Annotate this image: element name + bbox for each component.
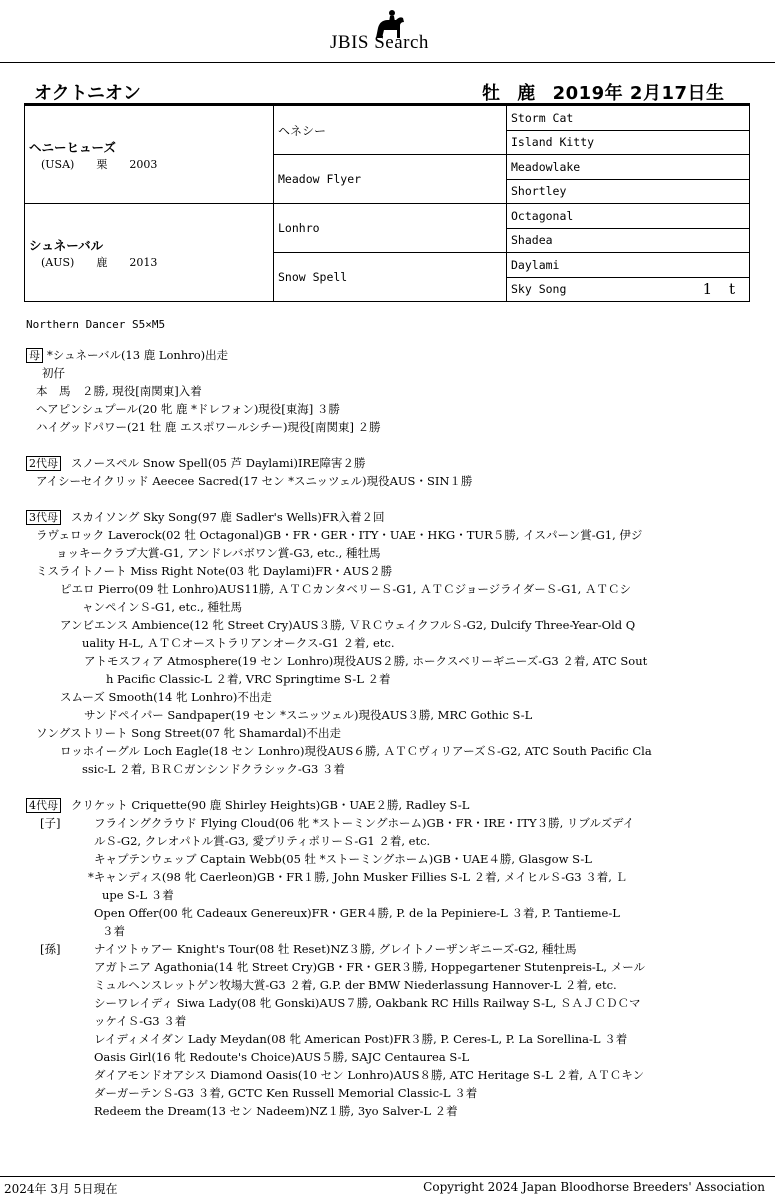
list-item: ソングストリート Song Street(07 牝 Shamardal)不出走 xyxy=(36,726,341,740)
horse-birthdate: 2019年 2月17日生 xyxy=(552,83,725,104)
list-item: [孫] ナイツトゥアー Knight's Tour(08 牡 Reset)NZ３勝, グレイトノーザンギニーズ-G2, 種牡馬 xyxy=(40,942,577,956)
list-item: アトモスフィア Atmosphere(19 セン Lonhro)現役AUS２勝, ホークスベリーギニーズ-G3 ２着, ATC Sout xyxy=(84,654,648,668)
list-item: 4代母 クリケット Criquette(90 鹿 Shirley Heights)GB・UAE２勝, Radley S-L xyxy=(26,796,756,814)
list-item: 3代母 スカイソング Sky Song(97 鹿 Sadler's Wells)FR入着２回 xyxy=(26,508,756,526)
pedigree-sire-sire[interactable]: ヘネシー xyxy=(274,106,507,155)
list-item: 母 *シュネーバル(13 鹿 Lonhro)出走 xyxy=(26,346,756,364)
sire-detail: (USA) 栗 2003 xyxy=(41,157,158,171)
pedigree-dam-sire[interactable]: Lonhro xyxy=(274,204,507,253)
list-item: ミュルヘンスレットゲン牧場大賞-G3 ２着, G.P. der BMW Niederlassung Hannover-L ２着, etc. xyxy=(94,978,617,992)
footer-divider xyxy=(0,1176,775,1177)
top-divider xyxy=(0,62,775,63)
list-item: ピエロ Pierro(09 牡 Lonhro)AUS11勝, ＡＴＣカンタベリーＳ-G1, ＡＴＣジョージライダーＳ-G1, ＡＴＣシ xyxy=(60,582,631,596)
list-item: ハイグッドパワー(21 牡 鹿 エスポワールシチー)現役[南関東] ２勝 xyxy=(36,420,381,434)
list-item: レイディメイダン Lady Meydan(08 牝 American Post)FR３勝, P. Ceres-L, P. La Sorellina-L ３着 xyxy=(94,1032,628,1046)
list-item: キャプテンウェッブ Captain Webb(05 牡 *ストーミングホーム)GB・UAE４勝, Glasgow S-L xyxy=(94,852,592,866)
family-record xyxy=(26,346,756,1120)
section-tag-2nd-dam: 2代母 xyxy=(26,456,61,471)
list-item: スムーズ Smooth(14 牝 Lonhro)不出走 xyxy=(60,690,272,704)
pedigree-gen3-last[interactable] xyxy=(507,277,750,302)
pedigree-gen3[interactable]: Octagonal xyxy=(507,204,750,229)
inbreeding-note: Northern Dancer S5×M5 xyxy=(26,318,166,331)
pedigree-gen3[interactable]: Island Kitty xyxy=(507,130,750,155)
list-item: アイシーセイクリッド Aeecee Sacred(17 セン *スニッツェル)現役AUS・SIN１勝 xyxy=(36,474,473,488)
pedigree-dam[interactable] xyxy=(25,204,274,302)
list-item: Oasis Girl(16 牝 Redoute's Choice)AUS５勝, SAJC Centaurea S-L xyxy=(94,1050,470,1064)
list-item: 初仔 xyxy=(42,366,65,380)
list-item: uality H-L, ＡＴＣオーストラリアンオークス-G1 ２着, etc. xyxy=(82,636,395,650)
pedigree-gen3[interactable]: Meadowlake xyxy=(507,155,750,180)
list-item: シーワレイディ Siwa Lady(08 牝 Gonski)AUS７勝, Oakbank RC Hills Railway S-L, ＳＡＪＣＤＣマ xyxy=(94,996,641,1010)
section-tag-dam: 母 xyxy=(26,348,43,363)
list-item: ダーガーテンＳ-G3 ３着, GCTC Ken Russell Memorial Classic-L ３着 xyxy=(94,1086,478,1100)
jbis-search-logo[interactable] xyxy=(322,8,462,54)
copyright: Copyright 2024 Japan Bloodhorse Breeders' Association xyxy=(423,1180,765,1194)
pedigree-gen3: Sky Song xyxy=(511,282,567,297)
dam-name: シュネーバル xyxy=(29,237,104,253)
list-item: 本 馬 ２勝, 現役[南関東]入着 xyxy=(36,384,202,398)
horse-color: 鹿 xyxy=(517,83,536,104)
list-item: サンドペイパー Sandpaper(19 セン *スニッツェル)現役AUS３勝, MRC Gothic S-L xyxy=(84,708,533,722)
list-item: アガトニア Agathonia(14 牝 Street Cry)GB・FR・GER３勝, Hoppegartener Stutenpreis-L, メール xyxy=(94,960,645,974)
horse-info xyxy=(482,79,735,105)
list-item: Open Offer(00 牝 Cadeaux Genereux)FR・GER４勝, P. de la Pepiniere-L ３着, P. Tantieme-L xyxy=(94,906,620,920)
list-item: アンビエンス Ambience(12 牝 Street Cry)AUS３勝, ＶＲＣウェイクフルＳ-G2, Dulcify Three-Year-Old Q xyxy=(60,618,636,632)
pedigree-sire-dam[interactable]: Meadow Flyer xyxy=(274,155,507,204)
list-item: Redeem the Dream(13 セン Nadeem)NZ１勝, 3yo Salver-L ２着 xyxy=(94,1104,458,1118)
list-item: ミスライトノート Miss Right Note(03 牝 Daylami)FR・AUS２勝 xyxy=(36,564,393,578)
pedigree-table xyxy=(24,105,750,302)
list-item: ラヴェロック Laverock(02 牡 Octagonal)GB・FR・GER・ITY・UAE・HKG・TUR５勝, イスパーン賞-G1, 伊ジ xyxy=(36,528,643,542)
list-item: upe S-L ３着 xyxy=(102,888,174,902)
horse-sex: 牡 xyxy=(482,83,501,104)
pedigree-gen3[interactable]: Shortley xyxy=(507,179,750,204)
list-item: ルＳ-G2, クレオパトル賞-G3, 愛プリティポリーＳ-G1 ２着, etc. xyxy=(94,834,431,848)
list-item: ３着 xyxy=(102,924,125,938)
list-item: ヘアピンシュプール(20 牝 鹿 *ドレフォン)現役[東海] ３勝 xyxy=(36,402,340,416)
pedigree-gen3[interactable]: Shadea xyxy=(507,228,750,253)
list-item: ダイアモンドオアシス Diamond Oasis(10 セン Lonhro)AUS８勝, ATC Heritage S-L ２着, ＡＴＣキン xyxy=(94,1068,645,1082)
list-item: 2代母 スノースペル Snow Spell(05 芦 Daylami)IRE障害２勝 xyxy=(26,454,756,472)
list-item: ョッキークラブ大賞-G1, アンドレバボワン賞-G3, etc., 種牡馬 xyxy=(56,546,381,560)
list-item: ッケイＳ-G3 ３着 xyxy=(94,1014,187,1028)
section-tag-4th-dam: 4代母 xyxy=(26,798,61,813)
list-item: h Pacific Classic-L ２着, VRC Springtime S-L ２着 xyxy=(106,672,391,686)
pedigree-gen3[interactable]: Daylami xyxy=(507,253,750,278)
list-item: ロッホイーグル Loch Eagle(18 セン Lonhro)現役AUS６勝, ＡＴＣヴィリアーズＳ-G2, ATC South Pacific Cla xyxy=(60,744,652,758)
logo-text: JBIS Search xyxy=(330,32,429,53)
horse-name: オクトニオン xyxy=(34,83,141,104)
section-tag-3rd-dam: 3代母 xyxy=(26,510,61,525)
list-item: ャンペインＳ-G1, etc., 種牡馬 xyxy=(82,600,243,614)
list-item: ssic-L ２着, ＢＲＣガンシンドクラシック-G3 ３着 xyxy=(82,762,345,776)
family-number: 1 t xyxy=(702,279,741,298)
pedigree-sire[interactable] xyxy=(25,106,274,204)
pedigree-dam-dam[interactable]: Snow Spell xyxy=(274,253,507,302)
sire-name: ヘニーヒューズ xyxy=(29,139,116,155)
list-item: [子] フライングクラウド Flying Cloud(06 牝 *ストーミングホーム)GB・FR・IRE・ITY３勝, リブルズデイ xyxy=(40,816,635,830)
list-item: *キャンディス(98 牝 Caerleon)GB・FR１勝, John Musker Fillies S-L ２着, メイヒルＳ-G3 ３着, Ｌ xyxy=(88,870,628,884)
report-date: 2024年 3月 5日現在 xyxy=(4,1182,118,1196)
pedigree-gen3[interactable]: Storm Cat xyxy=(507,106,750,131)
dam-detail: (AUS) 鹿 2013 xyxy=(41,255,158,269)
